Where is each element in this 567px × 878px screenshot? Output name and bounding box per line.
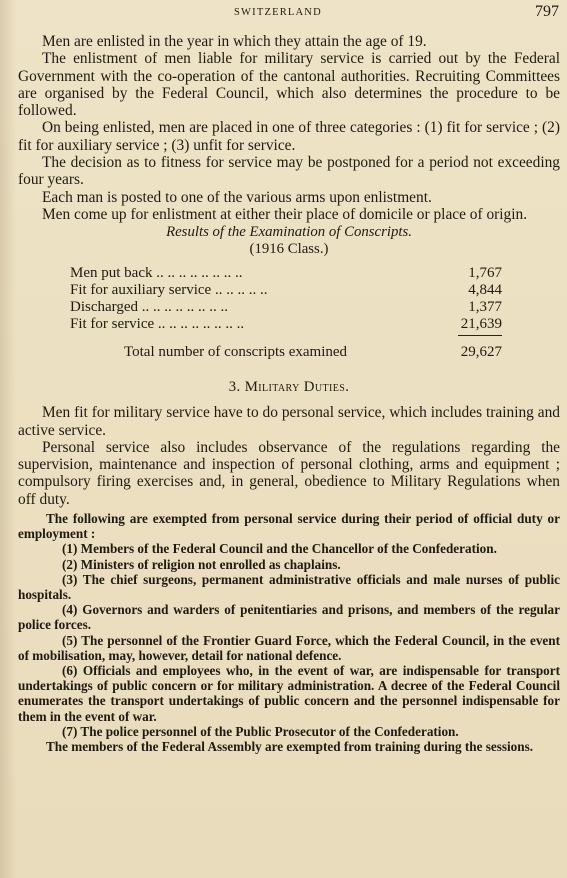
table-total-label: Total number of conscripts examined — [124, 344, 348, 361]
page-number: 797 — [535, 3, 559, 20]
paragraph-posting: Each man is posted to one of the various arms upon enlistment. — [42, 188, 432, 206]
table-title-end: Conscripts. — [344, 224, 412, 241]
table-title-of: of — [212, 224, 225, 241]
table-row-value: 4,844 — [468, 282, 502, 299]
paragraph-categories: On being enlisted, men are placed in one of three categories : (1) fit for service ; (2) fit for auxiliary service ; (3) unfit for service. — [18, 119, 560, 154]
running-header — [0, 3, 567, 23]
paragraph-domicile: Men come up for enlistment at either their place of domicile or place of origin. — [42, 205, 528, 223]
exemption-item: (1) Members of the Federal Council and the Chancellor of the Confederation. — [62, 541, 497, 557]
section-title: Military Duties. — [244, 379, 350, 396]
table-row-label: Fit for auxiliary service .. .. .. .. .. — [70, 282, 268, 299]
conscripts-table — [18, 265, 560, 362]
table-row-value: 21,639 — [460, 316, 502, 333]
table-row-value: 1,767 — [468, 265, 502, 282]
exemptions-intro: The following are exempted from personal service during their period of official duty or employment : — [18, 511, 560, 542]
table-row-label: Fit for service .. .. .. .. .. .. .. .. — [70, 316, 245, 333]
exemption-item: (7) The police personnel of the Public Prosecutor of the Confederation. — [62, 723, 459, 739]
table-row — [18, 299, 560, 316]
exemption-item: (2) Ministers of religion not enrolled as chaplains. — [62, 556, 341, 572]
table-title-of2: of — [328, 224, 341, 241]
paragraph-personal-service: Men fit for military service have to do personal service, which includes training and active service. — [18, 404, 560, 439]
table-subtitle: (1916 Class.) — [249, 241, 329, 258]
table-row — [18, 282, 560, 299]
exemption-item: (3) The chief surgeons, permanent administrative officials and male nurses of public hospitals. — [18, 571, 560, 603]
table-total-row — [18, 344, 560, 362]
table-row — [18, 265, 560, 282]
sum-rule — [458, 335, 502, 336]
section-heading — [18, 379, 560, 396]
table-title — [18, 224, 560, 241]
table-title-main: Examination — [249, 224, 326, 241]
table-row-value: 1,377 — [468, 299, 502, 316]
table-row-label: Discharged .. .. .. .. .. .. .. .. — [70, 299, 229, 316]
paragraph-enlistment: The enlistment of men liable for military service is carried out by the Federal Government with the co-operation of the cantonal authorities. Recruiting Committees are organised by the Federal Council, which also determines the procedure to be followed. — [18, 50, 560, 120]
paragraph-postponement: The decision as to fitness for service may be postponed for a period not exceeding four years. — [18, 154, 560, 189]
exemption-item: (4) Governors and warders of penitentiaries and prisons, and members of the regular police forces. — [18, 602, 560, 633]
table-title-the: the — [227, 224, 246, 241]
exemption-item: (6) Officials and employees who, in the event of war, are indispensable for transport undertakings of public concern or for military administration. A decree of the Federal Council enumerates the transport undertakings of public concern and the personnel indispensable for them in the event of war. — [18, 663, 560, 724]
table-row-label: Men put back .. .. .. .. .. .. .. .. — [70, 265, 243, 282]
table-total-value: 29,627 — [460, 344, 502, 361]
paragraph-regulations: Personal service also includes observance of the regulations regarding the supervision, maintenance and inspection of personal clothing, arms and equipment ; compulsory firing exercises and, in general, obedience to Military Regulations when off duty. — [18, 438, 560, 508]
table-title-prefix: Results — [166, 224, 209, 241]
running-title: SWITZERLAND — [234, 7, 322, 18]
table-row — [18, 316, 560, 333]
closing-note: The members of the Federal Assembly are exempted from training during the sessions. — [46, 739, 534, 755]
section-number: 3. — [228, 379, 241, 396]
paragraph-age: Men are enlisted in the year in which they attain the age of 19. — [42, 33, 427, 50]
page-body — [18, 33, 560, 754]
exemption-item: (5) The personnel of the Frontier Guard Force, which the Federal Council, in the event of mobilisation, may, however, detail for national defence. — [18, 632, 560, 663]
spacer — [18, 396, 560, 404]
